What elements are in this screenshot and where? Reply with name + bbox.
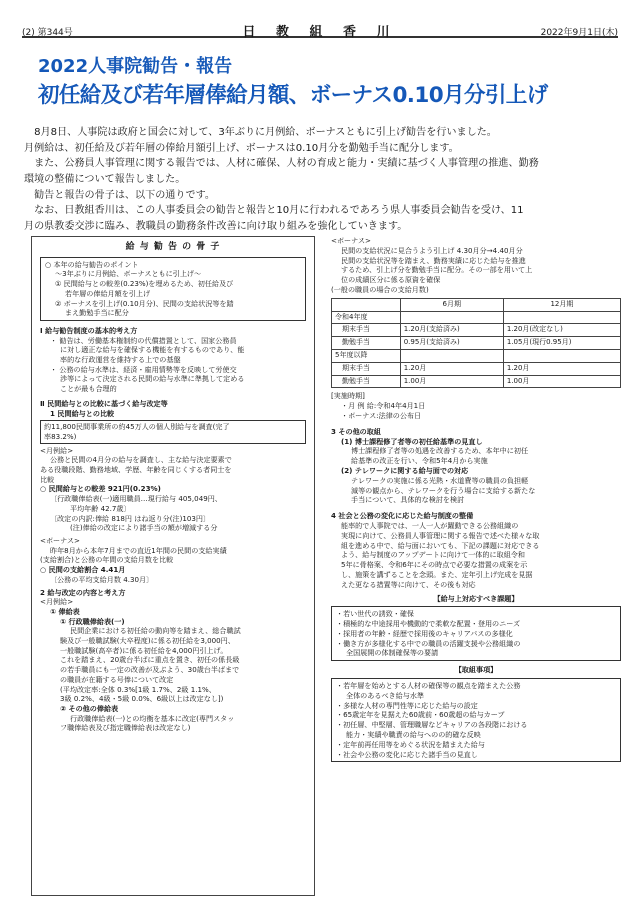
table-cell: 勤勉手当 bbox=[332, 375, 401, 388]
section-comparison bbox=[32, 399, 314, 418]
text-line: ・初任層、中堅層、管理職層などキャリアの各段階における bbox=[336, 720, 528, 730]
text-line: 民間企業における初任給の動向等を踏まえ、総合職試 bbox=[70, 626, 241, 636]
lead-line: 月の県教委交渉に臨み、教職員の勤務条件改善に向け取り組みを強化していきます。 bbox=[24, 221, 408, 233]
table-cell: 期末手当 bbox=[332, 362, 401, 375]
subsection-heading: 1 民間給与との比較 bbox=[50, 408, 115, 418]
table-cell: 1.20月(支給済み) bbox=[400, 324, 503, 337]
actions-title: 【取組事項】 bbox=[454, 665, 498, 675]
newspaper-name: 日 教 組 香 川 bbox=[242, 25, 398, 40]
lead-line: また、公務員人事管理に関する報告では、人材に確保、人材の育成と能力・実績に基づく人事管理の推進、勤務 bbox=[34, 158, 539, 170]
text-line: 位の成績区分に係る原資を確保 bbox=[341, 275, 441, 285]
text-line: 率83.2%) bbox=[44, 431, 77, 441]
text-line: これを踏まえ、20歳台半ばに重点を置き、初任の係長級 bbox=[60, 655, 240, 665]
text-line: 一般職試験(高卒者)に係る初任給を4,000円引上げ。 bbox=[60, 645, 228, 655]
text-line: 能力・実績や職責の給与へのの的確な反映 bbox=[346, 730, 481, 740]
summary-title: 給 与 勧 告 の 骨 子 bbox=[125, 242, 221, 252]
lead-line: 環境の整備について報告しました。 bbox=[24, 174, 186, 186]
text-line: 約11,800民間事業所の約45万人の個人別給与を調査(完了 bbox=[44, 422, 230, 432]
section-heading: Ⅱ 民間給与との比較に基づく給与改定等 bbox=[40, 398, 168, 408]
lead-line: 8月8日、人事院は政府と国会に対して、3年ぶりに月例給、ボーナスともに引上げ勧告を行いました。 bbox=[34, 127, 497, 138]
text-line: 手当について、具体的な検討を検討 bbox=[351, 495, 465, 505]
text-line: (注)俸給の改定により諸手当の額が増減する分 bbox=[70, 523, 218, 533]
bonus-heading: <ボーナス> bbox=[331, 236, 371, 245]
text-line: (支給割合)と公務の年間の支給月数を比較 bbox=[40, 555, 174, 565]
text-line: 公務と民間の4月分の給与を調査し、主な給与決定要素で bbox=[50, 455, 232, 465]
text-line: するため、引上げ分を勤勉手当に配分。その一部を用いて上 bbox=[341, 265, 533, 275]
table-cell: 1.05月(現行0.95月) bbox=[503, 337, 620, 350]
table-header: 6月期 bbox=[400, 298, 503, 311]
table-cell: 1.20月(改定なし) bbox=[503, 324, 620, 337]
table-row bbox=[332, 324, 621, 337]
text-line: よう、給与制度のアップデートに向けて一体的に取組令和 bbox=[341, 550, 525, 560]
text-line: 博士課程修了者等の処遇を改善するため、本年中に初任 bbox=[351, 446, 529, 456]
text-line: 全体のあるべき給与水準 bbox=[346, 690, 425, 700]
text-line: <月例給> bbox=[40, 597, 74, 607]
text-line: 比較 bbox=[40, 474, 55, 484]
text-line: し、施策を講ずることを念頭。また、定年引上げ完成を見据 bbox=[341, 569, 533, 579]
text-line: (2) テレワークに関する給与面での対応 bbox=[341, 465, 469, 475]
text-line: ・働き方が多様化する中での職員の活躍支援や公務組織の bbox=[336, 638, 521, 648]
text-line: テレワークの実施に係る光熱・水道費等の職員の負担軽 bbox=[351, 475, 529, 485]
text-line: ある役職段階、勤務地域、学歴、年齢を同じくする者同士を bbox=[40, 465, 232, 475]
text-line: 昨年8月から本年7月までの直近1年間の民間の支給実績 bbox=[50, 545, 227, 555]
text-line: ○ 民間の支給割合 4.41月 bbox=[40, 565, 126, 575]
text-line: [実施時期] bbox=[331, 391, 365, 401]
table-cell: 1.00月 bbox=[400, 375, 503, 388]
point-line: ○ 本年の給与勧告のポイント bbox=[45, 259, 139, 269]
text-line: えた更なる措置等に向けて、その後も対応 bbox=[341, 579, 476, 589]
text-line: 行政職俸給表(一)との均衡を基本に改定(専門スタッ bbox=[70, 713, 235, 723]
section-salary-detail bbox=[32, 446, 314, 733]
text-line: 組を進める中で、給与面においても、下記の課題に対応できる bbox=[341, 540, 540, 550]
text-line: 〔行政職俸給表(一)適用職員…現行給与 405,049円、 bbox=[50, 494, 222, 504]
table-cell: 0.95月(支給済み) bbox=[400, 337, 503, 350]
text-line: の職員が在籍する号俸について改定 bbox=[60, 674, 174, 684]
table-cell: 令和4年度 bbox=[332, 311, 401, 324]
headline-main: 初任給及び若年層俸給月額、ボーナス0.10月分引上げ bbox=[38, 83, 548, 108]
section-system bbox=[331, 511, 621, 589]
point-line: まえ勤勉手当に配分 bbox=[65, 308, 129, 318]
key-points-box bbox=[40, 257, 306, 321]
section-heading: 3 その他の取組 bbox=[331, 426, 381, 436]
text-line: ことが最も合理的 bbox=[60, 384, 117, 394]
text-line: 民間の支給状況等を踏まえ、勤務実績に応じた給与を推進 bbox=[341, 255, 526, 265]
table-row bbox=[332, 375, 621, 388]
text-line: ・若年層を始めとする人材の確保等の観点を踏まえた公務 bbox=[336, 681, 521, 691]
text-line: ・若い世代の誘致・確保 bbox=[336, 609, 415, 619]
text-line: ・月 例 給:令和4年4月1日 bbox=[341, 401, 426, 411]
bonus-table bbox=[331, 298, 621, 389]
point-line: ② ボーナスを引上げ(0.10月分)、民間の支給状況等を踏 bbox=[55, 298, 234, 308]
section-heading: 4 社会と公務の変化に応じた給与制度の整備 bbox=[331, 511, 474, 521]
text-line: ・多様な人材の専門性等に応じた給与の設定 bbox=[336, 700, 478, 710]
recommendation-summary-box bbox=[31, 236, 315, 896]
text-line: 減等の観点から、テレワークを行う場合に支給する新たな bbox=[351, 485, 536, 495]
text-line: 〔改定の内訳:俸給 818円 はね返り分(注)103円〕 bbox=[50, 513, 211, 523]
section-basic-concept bbox=[32, 326, 314, 394]
page-header bbox=[22, 20, 618, 38]
table-header: 12月期 bbox=[503, 298, 620, 311]
table-cell: 5年度以降 bbox=[332, 349, 401, 362]
text-line: 民間の支給状況に見合うよう引上げ 4.30月分→4.40月分 bbox=[341, 245, 523, 255]
text-line: 3級 0.2%、4級・5級 0.0%、6級以上は改定なし]) bbox=[60, 694, 224, 704]
lead-paragraph bbox=[24, 125, 618, 233]
issue-date: 2022年9月1日(木) bbox=[540, 28, 618, 38]
table-cell bbox=[400, 349, 503, 362]
table-cell bbox=[503, 311, 620, 324]
text-line: に対し適正な給与を確保する機能を有するものであり、能 bbox=[60, 345, 245, 355]
subsection-heading: 2 給与改定の内容と考え方 bbox=[40, 587, 126, 597]
text-line: ① 俸給表 bbox=[50, 606, 80, 616]
text-line: ・採用者の年齢・経歴で採用後のキャリアパスの多様化 bbox=[336, 628, 513, 638]
table-cell: 勤勉手当 bbox=[332, 337, 401, 350]
table-row bbox=[332, 362, 621, 375]
text-line: 渉等によって決定される民間の給与水準に準拠して定める bbox=[60, 374, 245, 384]
survey-box bbox=[40, 420, 306, 443]
text-line: 全国展開の体制確保等の要請 bbox=[346, 648, 439, 658]
actions-box bbox=[331, 678, 621, 762]
text-line: 〔公務の平均支給月数 4.30月〕 bbox=[50, 574, 154, 584]
lead-line: 月例給は、初任給及び若年層の俸給月額引上げ、ボーナスは0.10月分を勤勉手当に配分します。 bbox=[24, 142, 459, 154]
point-line: ① 民間給与との較差(0.23%)を埋めるため、初任給及び bbox=[55, 279, 234, 289]
issues-box bbox=[331, 606, 621, 661]
text-line: ・積極的な中途採用や機動的で柔軟な配置・登用のニーズ bbox=[336, 619, 521, 629]
right-column bbox=[331, 236, 621, 896]
text-line: ① 行政職俸給表(一) bbox=[60, 616, 125, 626]
table-cell bbox=[400, 311, 503, 324]
text-line: ・ボーナス:法律の公布日 bbox=[341, 410, 422, 420]
table-corner bbox=[332, 298, 401, 311]
lead-line: 勧告と報告の骨子は、以下の通りです。 bbox=[34, 189, 215, 201]
text-line: 験及び一般職試験(大卒程度)に係る初任給を3,000円、 bbox=[60, 636, 235, 646]
text-line: ・社会や公務の変化に応じた諸手当の見直し bbox=[336, 749, 478, 759]
section-heading: Ⅰ 給与勧告制度の基本的考え方 bbox=[40, 325, 138, 335]
table-row bbox=[332, 311, 621, 324]
section-other bbox=[331, 427, 621, 505]
table-cell bbox=[503, 349, 620, 362]
table-cell: 1.20月 bbox=[503, 362, 620, 375]
text-line: ○ 民間給与との較差 921円(0.23%) bbox=[40, 484, 161, 494]
text-line: 給基準の改正を行い、令和5年4月から実施 bbox=[351, 456, 488, 466]
table-cell: 1.20月 bbox=[400, 362, 503, 375]
headline-kicker: 2022人事院勧告・報告 bbox=[38, 56, 233, 77]
text-line: <ボーナス> bbox=[40, 535, 80, 545]
text-line: <月例給> bbox=[40, 445, 74, 455]
issue-number: (2) 第344号 bbox=[22, 28, 73, 38]
text-line: の若手職員にも一定の改善が及ぶよう、30歳台半ばまで bbox=[60, 665, 240, 675]
text-line: ・65歳定年を見据えた60歳前・60歳超の給与カーブ bbox=[336, 710, 505, 720]
point-line: 若年層の俸給月額を引上げ bbox=[65, 288, 151, 298]
lead-line: なお、日教組香川は、この人事委員会の勧告と報告と10月に行われるであろう県人事委員会勧告を受け、11 bbox=[34, 205, 524, 217]
table-cell: 期末手当 bbox=[332, 324, 401, 337]
text-line: ② その他の俸給表 bbox=[60, 703, 119, 713]
text-line: (平均改定率:全体 0.3%[1級 1.7%、2級 1.1%、 bbox=[60, 684, 216, 694]
table-row bbox=[332, 349, 621, 362]
text-line: ・ 勧告は、労働基本権制約の代償措置として、国家公務員 bbox=[50, 335, 237, 345]
text-line: ・定年前再任用等をめぐる状況を踏まえた給与 bbox=[336, 739, 485, 749]
text-line: 率的な行政運営を維持する上での基盤 bbox=[60, 355, 181, 365]
table-cell: 1.00月 bbox=[503, 375, 620, 388]
text-line: (1) 博士課程修了者等の初任給基準の見直し bbox=[341, 436, 483, 446]
text-line: 実現に向けて、公務員人事管理に関する報告で述べた様々な取 bbox=[341, 530, 540, 540]
text-line: ・ 公務の給与水準は、経済・雇用情勢等を反映して労使交 bbox=[50, 364, 237, 374]
table-row bbox=[332, 337, 621, 350]
text-line: (一般の職員の場合の支給月数) bbox=[331, 284, 429, 294]
text-line: 5年に骨格案、令和6年にその時点で必要な措置の成案を示 bbox=[341, 560, 528, 570]
text-line: フ職俸給表及び指定職俸給表は改定なし) bbox=[60, 723, 191, 733]
point-line: 〜3年ぶりに月例給、ボーナスともに引上げ〜 bbox=[55, 269, 202, 279]
issues-title: 【給与上対応すべき課題】 bbox=[433, 593, 519, 603]
text-line: 平均年齢 42.7歳〕 bbox=[70, 503, 131, 513]
text-line: 能率的で人事院では、一人一人が躍動できる公務組織の bbox=[341, 520, 519, 530]
